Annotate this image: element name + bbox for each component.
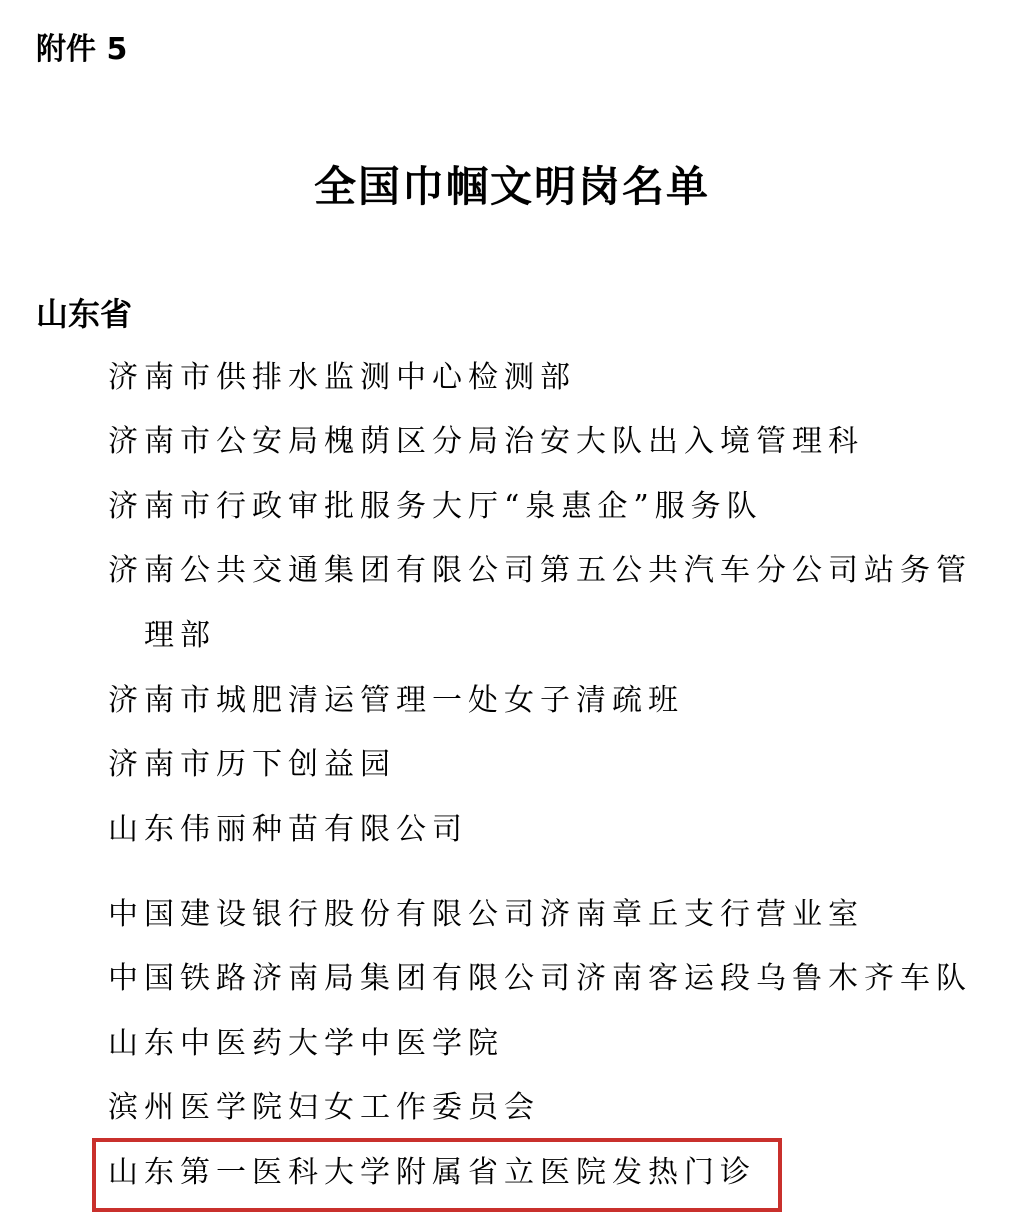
document-title: 全国巾帼文明岗名单	[313, 162, 710, 211]
list-item: 山东中医药大学中医学院	[108, 1026, 504, 1061]
list-item: 山东伟丽种苗有限公司	[108, 812, 468, 847]
list-item-highlighted: 山东第一医科大学附属省立医院发热门诊	[108, 1155, 756, 1190]
list-item-continuation: 理部	[144, 618, 216, 653]
list-item: 济南公共交通集团有限公司第五公共汽车分公司站务管	[108, 553, 972, 588]
list-item: 济南市历下创益园	[108, 747, 396, 782]
list-item: 济南市城肥清运管理一处女子清疏班	[108, 683, 684, 718]
list-item: 济南市行政审批服务大厅“泉惠企”服务队	[108, 489, 763, 524]
list-item: 中国建设银行股份有限公司济南章丘支行营业室	[108, 897, 864, 932]
list-item: 济南市公安局槐荫区分局治安大队出入境管理科	[108, 424, 864, 459]
highlight-box	[92, 1138, 782, 1212]
list-item: 中国铁路济南局集团有限公司济南客运段乌鲁木齐车队	[108, 961, 972, 996]
attachment-label: 附件 5	[36, 32, 128, 67]
list-item: 济南市供排水监测中心检测部	[108, 360, 576, 395]
list-item: 滨州医学院妇女工作委员会	[108, 1090, 540, 1125]
province-heading: 山东省	[36, 295, 133, 333]
